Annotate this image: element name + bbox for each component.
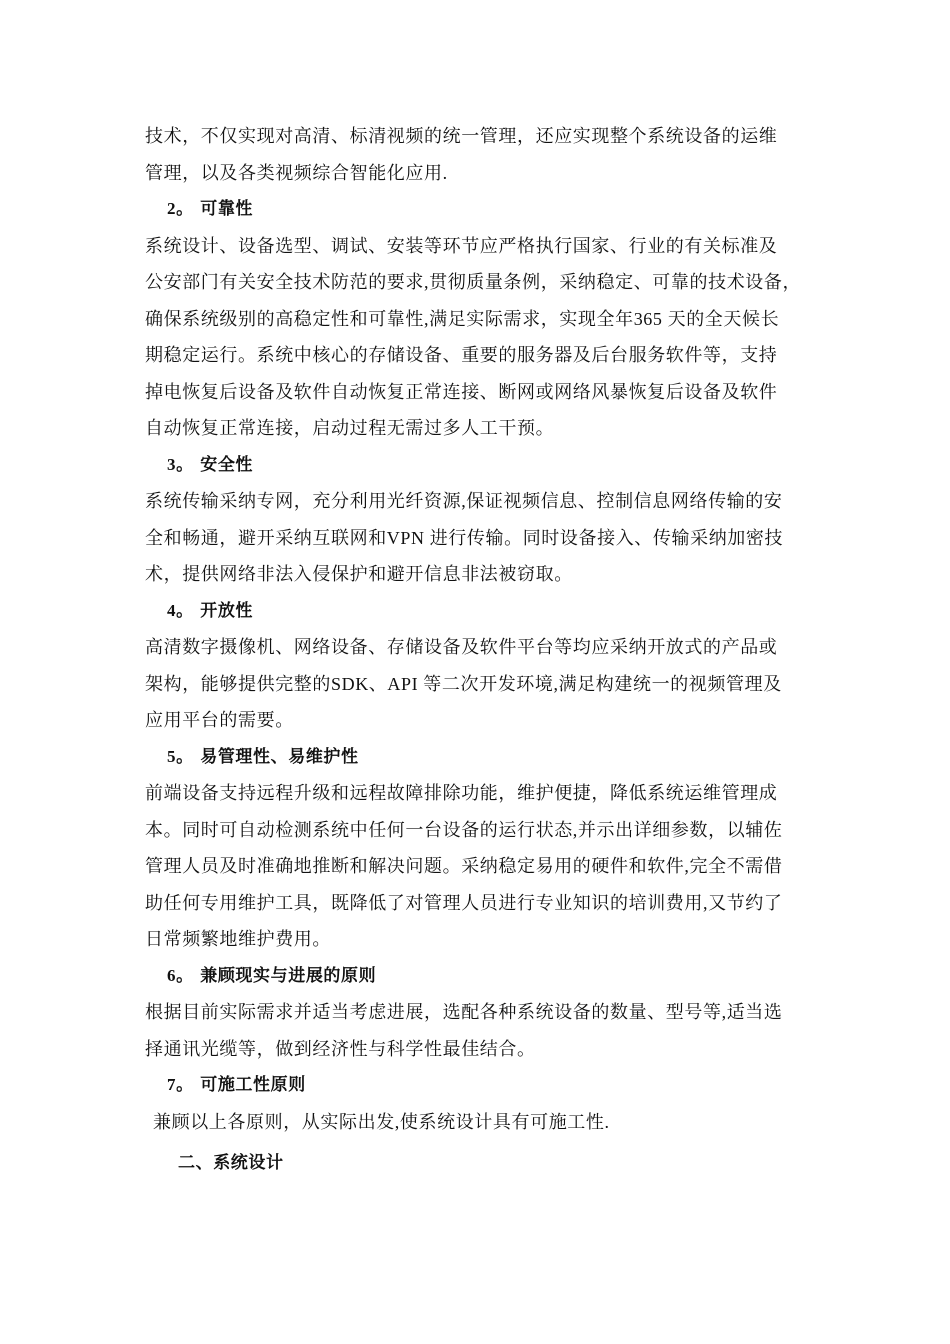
intro-line: 技术，不仅实现对高清、标清视频的统一管理，还应实现整个系统设备的运维 [145, 126, 778, 146]
intro-line: 管理，以及各类视频综合智能化应用. [145, 162, 448, 183]
paragraph-line: 前端设备支持远程升级和远程故障排除功能，维护便捷，降低系统运维管理成 [145, 783, 778, 803]
paragraph-line: 系统传输采纳专网，充分利用光纤资源,保证视频信息、控制信息网络传输的安 [145, 491, 783, 511]
paragraph-line: 掉电恢复后设备及软件自动恢复正常连接、断网或网络风暴恢复后设备及软件 [145, 381, 778, 402]
section-title: 可靠性 [200, 199, 254, 219]
paragraph-line: 助任何专用维护工具，既降低了对管理人员进行专业知识的培训费用,又节约了 [145, 892, 783, 913]
paragraph-line: 择通讯光缆等，做到经济性与科学性最佳结合。 [145, 1038, 536, 1059]
paragraph-line: 日常频繁地维护费用。 [145, 929, 331, 949]
section-title: 兼顾现实与进展的原则 [200, 965, 377, 986]
paragraph-line: 高清数字摄像机、网络设备、存储设备及软件平台等均应采纳开放式的产品或 [145, 637, 778, 657]
paragraph-line: 自动恢复正常连接，启动过程无需过多人工干预。 [145, 418, 555, 438]
paragraph-line: 系统设计、设备选型、调试、安装等环节应严格执行国家、行业的有关标准及 [145, 235, 778, 256]
document-body [145, 118, 815, 1140]
paragraph-line: 公安部门有关安全技术防范的要求,贯彻质量条例，采纳稳定、可靠的技术设备， [145, 272, 802, 292]
section-number: 2。 [167, 199, 194, 218]
section-heading-constructability [145, 1067, 815, 1104]
section-number: 6。 [167, 965, 194, 985]
paragraph-line: 根据目前实际需求并适当考虑进展，选配各种系统设备的数量、型号等,适当选 [145, 1002, 783, 1022]
section-title: 可施工性原则 [200, 1075, 306, 1095]
chapter-heading-system-design: 二、系统设计 [178, 1153, 284, 1173]
paragraph-line: 管理人员及时准确地推断和解决问题。采纳稳定易用的硬件和软件,完全不需借 [145, 856, 783, 876]
section-number: 4。 [167, 600, 194, 620]
section-title: 易管理性、易维护性 [200, 746, 359, 767]
paragraph-line: 确保系统级别的高稳定性和可靠性,满足实际需求，实现全年365 天的全天候长 [145, 308, 780, 329]
section-title: 开放性 [200, 600, 254, 621]
paragraph-line: 兼顾以上各原则，从实际出发,使系统设计具有可施工性. [153, 1111, 610, 1132]
section-heading-security [145, 447, 815, 484]
section-heading-reliability [145, 191, 815, 228]
section-heading-manageability [145, 739, 815, 776]
section-heading-reality-progress [145, 958, 815, 995]
section-number: 5。 [167, 746, 194, 766]
section-title: 安全性 [200, 454, 254, 475]
paragraph-line: 应用平台的需要。 [145, 710, 294, 730]
section-heading-openness [145, 593, 815, 630]
section-number: 3。 [167, 454, 194, 474]
paragraph-line: 术，提供网络非法入侵保护和避开信息非法被窃取。 [145, 564, 573, 584]
paragraph-line: 架构，能够提供完整的SDK、API 等二次开发环境,满足构建统一的视频管理及 [145, 673, 782, 694]
paragraph-line: 全和畅通，避开采纳互联网和VPN 进行传输。同时设备接入、传输采纳加密技 [145, 527, 784, 548]
section-number: 7。 [167, 1075, 194, 1094]
paragraph-line: 期稳定运行。系统中核心的存储设备、重要的服务器及后台服务软件等，支持 [145, 345, 778, 365]
paragraph-line: 本。同时可自动检测系统中任何一台设备的运行状态,并示出详细参数，以辅佐 [145, 819, 783, 840]
